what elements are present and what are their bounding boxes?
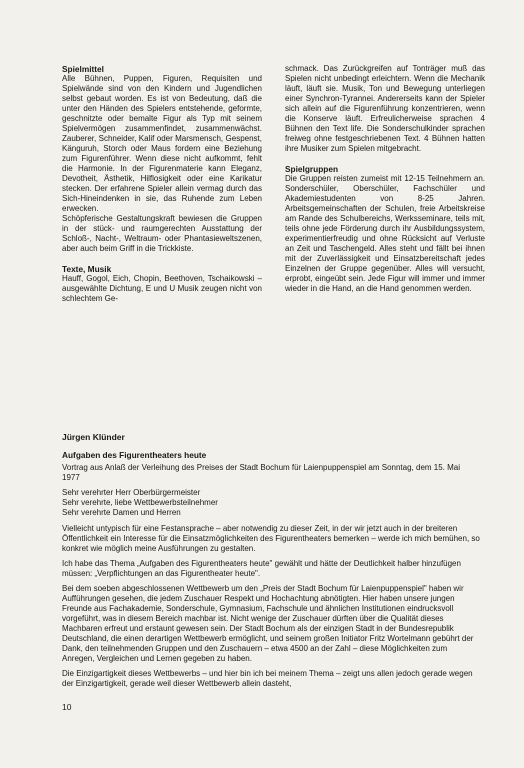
article-title: Aufgaben des Figurentheaters heute [62,450,207,460]
paragraph-continuation: schmack. Das Zurückgreifen auf Tonträger muß das Spielen nicht unbedingt erleichtern. Wenn die Mechanik läuft, läuft sie. Musik, Ton und Bewegung unterliegen einer Synchron-Tyrannei. Andererseits kann der Spieler sich allein auf die Figurenführung konzentrieren, wenn die Konserve läuft. Erfreulicherweise sprachen 4 Bühnen den Text life. Die Sonderschulkinder sprachen freiweg ohne festgeschriebenen Text. 4 Bühnen hatten ihre Musiker zum Spielen mitgebracht. [285,64,485,153]
article-author: Jürgen Klünder [62,432,125,442]
article-paragraph: Ich habe das Thema „Aufgaben des Figurentheaters heute" gewählt und hätte der Deutlichkeit halber hinzufügen müssen: „Verpflichtungen an das Figurentheater heute". [62,559,461,578]
paragraph-gestaltungskraft: Schöpferische Gestaltungskraft bewiesen die Gruppen in der stück- und raumgerechten Ausstattung der Schloß-, Nacht-, Weltraum- oder Phantasieweltszenen, aber auch beim Griff in die Trickkiste. [62,214,262,253]
article-section [62,432,480,694]
left-column [62,64,262,304]
salutation-line: Sehr verehrter Herr Oberbürgermeister [62,488,201,497]
salutation-line: Sehr verehrte Damen und Herren [62,508,181,517]
article-intro: Vortrag aus Anlaß der Verleihung des Preises der Stadt Bochum für Laienpuppenspiel am Sonntag, dem 15. Mai 1977 [62,463,461,482]
section-heading-texte-musik: Texte, Musik [62,264,112,274]
salutation-line: Sehr verehrte, liebe Wettbewerbsteilnehmer [62,498,218,507]
paragraph-texte-musik: Hauff, Gogol, Eich, Chopin, Beethoven, Tschaikowski – ausgewählte Dichtung, E und U Musik zeugen nicht von schlechtem Ge- [62,274,262,303]
article-paragraph: Die Einzigartigkeit dieses Wettbewerbs – und hier bin ich bei meinem Thema – zeigt uns allen jedoch gerade wegen der Einzigartigkeit, gerade weil dieser Wettbewerb allein dasteht, [62,669,473,688]
article-paragraph: Bei dem soeben abgeschlossenen Wettbewerb um den „Preis der Stadt Bochum für Laienpuppenspiel" haben wir Aufführungen gesehen, die jedem Zuschauer Respekt und Hochachtung abnötigten. Hier haben unsere jungen Freunde aus Fachakademie, Sonderschule, Gymnasium, Fachschule und ähnlichen Institutionen eindrucksvoll vorgeführt, was in diesem Bereich machbar ist. Nicht wenige der Zuschauer dürften über die Qualität dieses Machbaren erfreut und erstaunt gewesen sein. Der Stadt Bochum als der einzigen Stadt in der Bundesrepublik Deutschland, die einen derartigen Wettbewerb ermöglicht, und seinem großen Initiator Fritz Wortelmann gebührt der Dank, den teilnehmenden Gruppen und den Zuschauern – etwa 4500 an der Zahl – diese Möglichkeiten zum Anregen, Vergleichen und Lernen gegeben zu haben. [62,584,474,663]
section-heading-spielgruppen: Spielgruppen [285,164,339,174]
page-number: 10 [62,702,72,712]
section-heading-spielmittel: Spielmittel [62,64,104,74]
paragraph-spielmittel: Alle Bühnen, Puppen, Figuren, Requisiten und Spielwände sind von den Kindern und Jugendlichen selbst gebaut worden. Es ist von Bedeutung, daß die unter den Händen des Spielers entstehende, geformte, geschnitzte oder bemalte Figur als Typ mit seinem Spielvermögen zusammenfindet, zusammenwächst. Zauberer, Schneider, Kalif oder Marsmensch, Gespenst, Känguruh, Storch oder Maus fordern eine Beziehung zum Figurenführer. Wenn diese nicht aufkommt, fehlt die Harmonie. In der Figurenmaterie kann Eleganz, Devotheit, Ästhetik, Hilflosigkeit oder eine Karikatur stecken. Der erfahrene Spieler allein vermag durch das Sich-Hineindenken in sie, das Ruhende zum Leben erwecken. [62,74,262,213]
paragraph-spielgruppen: Die Gruppen reisten zumeist mit 12-15 Teilnehmern an. Sonderschüler, Oberschüler, Fachschüler und Akademiestudenten von 8-25 Jahren. Arbeitsgemeinschaften der Schulen, freie Arbeitskreise am Rande des Schulbereichs, Werksseminare, teils mit, teils ohne jede Förderung durch ihr Ausbildungssystem, experimentierfreudig und ohne Rücksicht auf Verluste an Zeit und Taschengeld. Alles steht und fällt bei ihnen mit der Zuverlässigkeit und Einsatzbereitschaft jedes Einzelnen der Gruppe gegenüber. Alles will versucht, erprobt, eingeübt sein. Jede Figur will immer und immer wieder in die Hand, an die Hand genommen werden. [285,174,485,293]
right-column [285,64,485,294]
article-paragraph: Vielleicht untypisch für eine Festansprache – aber notwendig zu dieser Zeit, in der wir jetzt auch in der breiteren Öffentlichkeit ein Interesse für die Einsatzmöglichkeiten des Figurentheaters bemerken – werde ich mich bemühen, so konkret wie möglich meine Ausführungen zu gestalten. [62,524,480,553]
salutation-block [62,488,480,518]
